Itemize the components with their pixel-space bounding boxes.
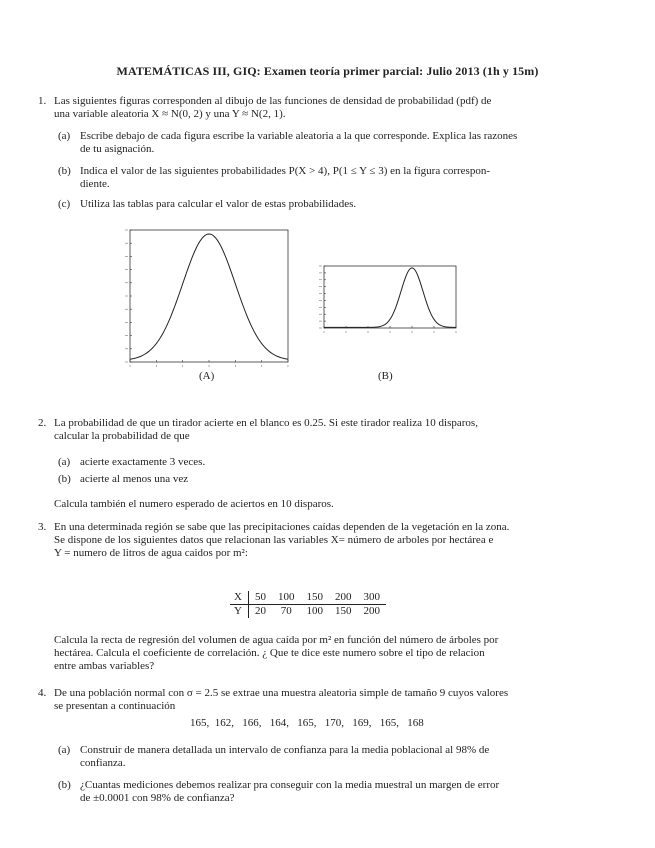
table-cell: 200 [363,605,380,617]
q2-line2: calcular la probabilidad de que [54,430,190,442]
table-cell: 150 [334,605,352,617]
q1-item-a-line1: Escribe debajo de cada figura escribe la variable aleatoria a la que corresponde. Explica las razones [80,130,518,142]
q3-line1: En una determinada región se sabe que las precipitaciones caídas dependen de la vegetación en la zona. [54,521,510,533]
table-row-x [230,591,386,605]
q1-item-c-label: (c) [58,198,71,210]
q4-sample-values: 165, 162, 166, 164, 165, 170, 169, 165, 168 [190,717,424,729]
q2-item-b-label: (b) [58,473,71,485]
table-row-y [230,605,386,619]
exam-title: MATEMÁTICAS III, GIQ: Examen teoría primer parcial: Julio 2013 (1h y 15m) [116,64,539,78]
q2-item-a-label: (a) [58,456,71,468]
q4-item-b-line2: de ±0.0001 con 98% de confianza? [80,792,235,804]
q4-text [54,687,624,713]
table-cell: 100 [272,591,301,605]
q4-number: 4. [38,687,47,699]
figure-a-caption: (A) [199,370,215,382]
table-cell: 100 [306,605,323,617]
q1-item-a-line2: de tu asignación. [80,143,155,155]
q1-number: 1. [38,95,47,107]
q3-text [54,521,624,560]
table-cell: 50 [248,591,272,605]
q1-item-a [80,130,615,156]
q3-after-line3: entre ambas variables? [54,660,155,672]
figure-b-caption: (B) [378,370,393,382]
table-cell: 150 [300,591,329,605]
q3-line2: Se dispone de los siguientes datos que relacionan las variables X= número de arboles por hectárea e [54,534,494,546]
q4-line1: De una población normal con σ = 2.5 se extrae una muestra aleatoria simple de tamaño 9 cuyos valores [54,687,509,699]
q4-item-a [80,744,620,770]
q3-number: 3. [38,521,47,533]
q4-item-a-label: (a) [58,744,71,756]
q4-item-b [80,779,620,805]
table-cell: 300 [357,591,386,605]
table-header-y: Y [230,605,248,619]
table-cell: 200 [329,591,358,605]
figure-b-curve [324,268,456,328]
figure-a-curve [130,234,288,359]
q1-text [54,95,614,121]
q4-item-b-line1: ¿Cuantas mediciones debemos realizar pra conseguir con la media muestral un margen de error [80,779,500,791]
q4-item-a-line1: Construir de manera detallada un intervalo de confianza para la media poblacional al 98% de [80,744,490,756]
figure-a-frame [130,230,288,362]
q1-item-b-label: (b) [58,165,71,177]
q3-after-line1: Calcula la recta de regresión del volumen de agua caída por m² en función del número de árboles por [54,634,499,646]
q4-item-a-line2: confianza. [80,757,126,769]
figure-a-pdf-plot [122,226,294,368]
q1-item-b-line2: diente. [80,178,110,190]
data-table [230,591,386,618]
q1-line1: Las siguientes figuras corresponden al dibujo de las funciones de densidad de probabilidad (pdf) de [54,95,492,107]
q1-item-b [80,165,615,191]
table-cell: 20 [254,605,266,617]
q2-number: 2. [38,417,47,429]
table-cell: 70 [280,605,292,617]
q4-line2: se presentan a continuación [54,700,176,712]
q2-footer: Calcula también el numero esperado de aciertos en 10 disparos. [54,498,334,510]
q2-line1: La probabilidad de que un tirador acierte en el blanco es 0.25. Si este tirador realiza 10 disparos, [54,417,478,429]
q3-line3: Y = numero de litros de agua caidos por m²: [54,547,248,559]
figure-b-pdf-plot [318,262,462,332]
q2-text [54,417,614,443]
q2-item-b-text: acierte al menos una vez [80,473,189,485]
q1-line2: una variable aleatoria X ≈ N(0, 2) y una Y ≈ N(2, 1). [54,108,286,120]
table-header-x: X [230,591,248,605]
q2-item-a-text: acierte exactamente 3 veces. [80,456,206,468]
q1-item-c [80,198,615,211]
q1-item-a-label: (a) [58,130,71,142]
q4-item-b-label: (b) [58,779,71,791]
q3-after-line2: hectárea. Calcula el coeficiente de correlación. ¿ Que te dice este numero sobre el tipo de relacion [54,647,485,659]
q1-item-b-line1: Indica el valor de las siguientes probabilidades P(X > 4), P(1 ≤ Y ≤ 3) en la figura correspon- [80,165,490,177]
q1-item-c-line1: Utiliza las tablas para calcular el valor de estas probabilidades. [80,198,357,210]
q3-after-text [54,634,624,673]
